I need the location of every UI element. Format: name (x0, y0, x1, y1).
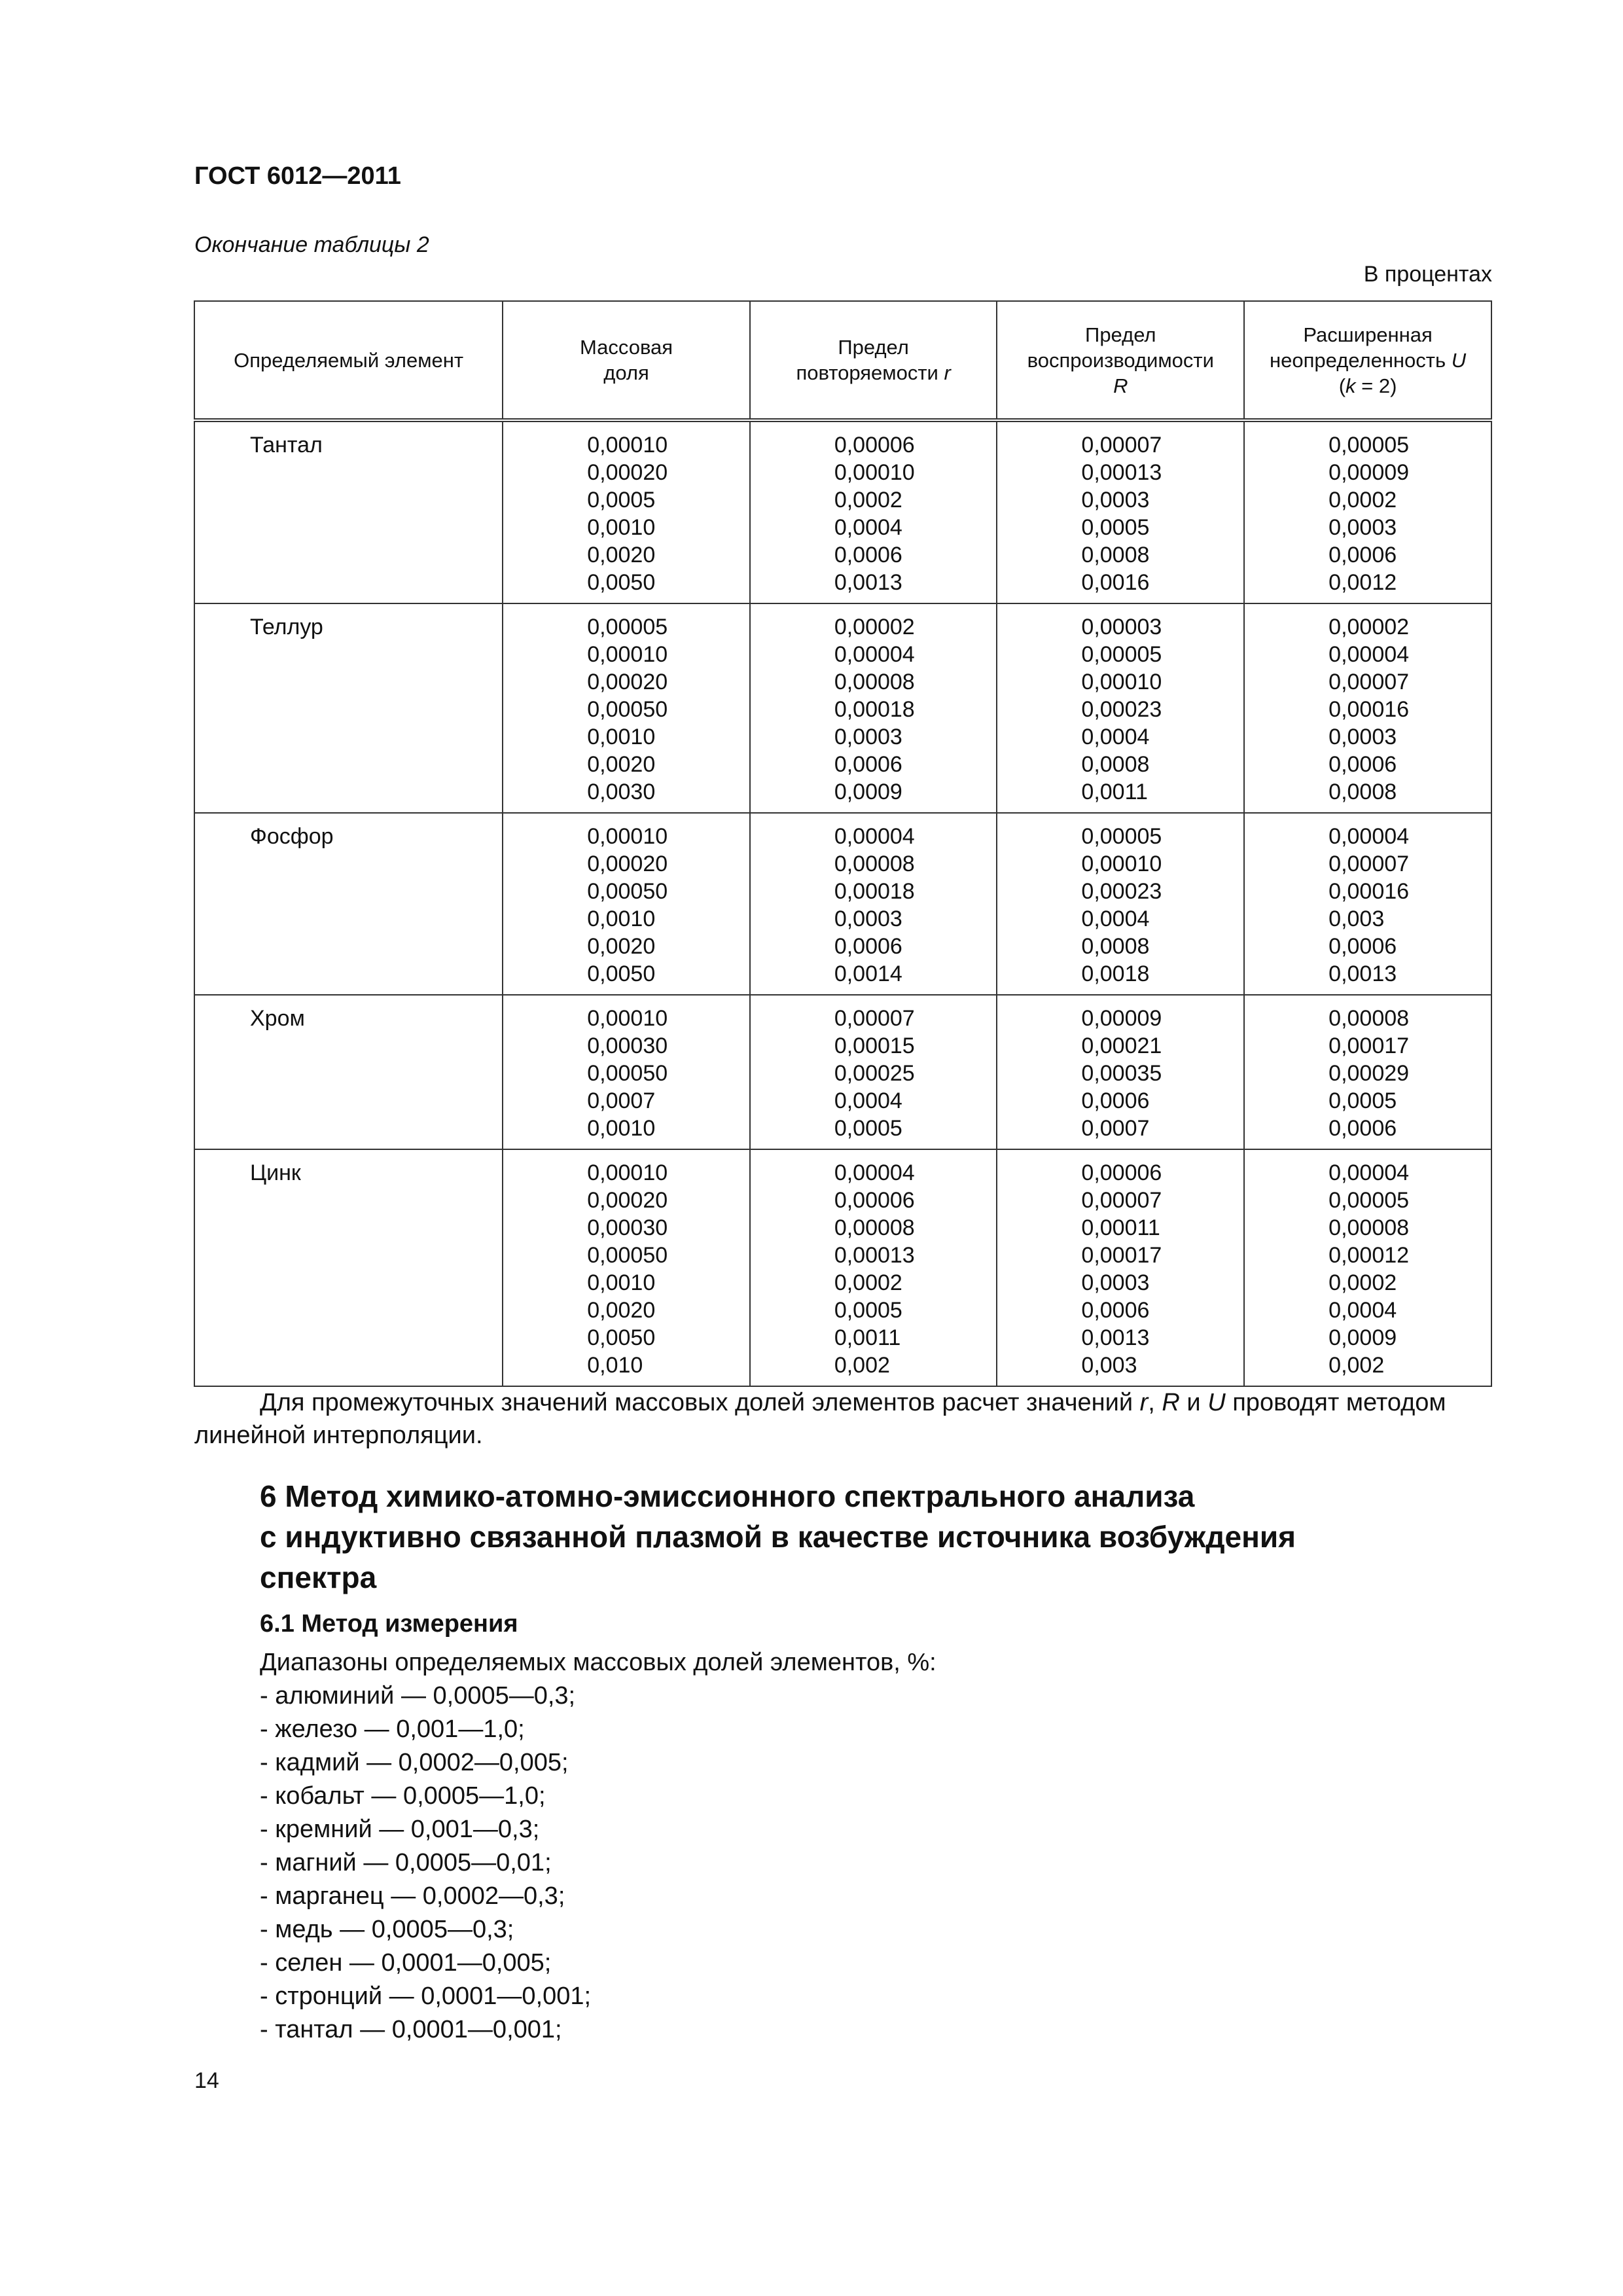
cell-value: 0,0012 (1329, 570, 1397, 595)
cell-value: 0,0002 (834, 1270, 902, 1295)
cell-value: 0,0010 (587, 725, 656, 749)
cell-value: 0,0006 (1329, 1116, 1397, 1141)
uncertainty-cell (1244, 995, 1491, 1149)
cell-value: 0,00018 (834, 879, 915, 904)
uncertainty-cell (1244, 813, 1491, 995)
cell-value: 0,00008 (834, 1215, 915, 1240)
cell-value: 0,00010 (1081, 852, 1162, 876)
cell-value: 0,0011 (834, 1325, 901, 1350)
cell-value: 0,0050 (587, 1325, 656, 1350)
repeatability-cell (750, 813, 997, 995)
cell-value: 0,0002 (1329, 488, 1397, 512)
cell-value: 0,002 (1329, 1353, 1385, 1378)
cell-value: 0,00007 (834, 1006, 915, 1031)
range-item: - тантал — 0,0001—0,001; (260, 2016, 562, 2043)
cell-value: 0,0003 (834, 906, 902, 931)
cell-value: 0,00020 (587, 670, 668, 694)
cell-value: 0,00013 (1081, 460, 1162, 485)
cell-value: 0,00006 (834, 433, 915, 457)
cell-value: 0,0006 (834, 934, 902, 959)
cell-value: 0,00004 (834, 642, 915, 667)
cell-value: 0,0020 (587, 752, 656, 777)
reproducibility-cell (997, 420, 1244, 603)
range-item: - кадмий — 0,0002—0,005; (260, 1749, 569, 1776)
uncertainty-cell (1244, 1149, 1491, 1386)
cell-value: 0,010 (587, 1353, 643, 1378)
cell-value: 0,0005 (834, 1116, 902, 1141)
cell-value: 0,00030 (587, 1033, 668, 1058)
cell-value: 0,0004 (1081, 906, 1150, 931)
cell-value: 0,0008 (1081, 752, 1150, 777)
table-caption: Окончание таблицы 2 (194, 232, 429, 257)
cell-value: 0,00050 (587, 697, 668, 722)
range-item: - железо — 0,001—1,0; (260, 1715, 525, 1743)
cell-value: 0,0009 (1329, 1325, 1397, 1350)
cell-value: 0,00017 (1081, 1243, 1162, 1268)
cell-value: 0,00018 (834, 697, 915, 722)
cell-value: 0,00008 (1329, 1006, 1410, 1031)
cell-value: 0,0004 (1081, 725, 1150, 749)
cell-value: 0,0010 (587, 906, 656, 931)
cell-value: 0,0004 (834, 1088, 902, 1113)
cell-value: 0,0020 (587, 934, 656, 959)
cell-value: 0,00004 (1329, 1160, 1410, 1185)
cell-value: 0,00020 (587, 460, 668, 485)
repeatability-cell (750, 420, 997, 603)
cell-value: 0,0013 (1329, 961, 1397, 986)
header-uncertainty: Расширенная неопределенность U (k = 2) (1244, 301, 1491, 420)
cell-value: 0,00006 (834, 1188, 915, 1213)
range-item: - медь — 0,0005—0,3; (260, 1916, 514, 1943)
cell-value: 0,0003 (1329, 515, 1397, 540)
cell-value: 0,0008 (1081, 934, 1150, 959)
cell-value: 0,0010 (587, 1270, 656, 1295)
cell-value: 0,00035 (1081, 1061, 1162, 1086)
cell-value: 0,0003 (1081, 1270, 1150, 1295)
cell-value: 0,00010 (834, 460, 915, 485)
cell-value: 0,0009 (834, 780, 902, 804)
cell-value: 0,00023 (1081, 697, 1162, 722)
cell-value: 0,0005 (1081, 515, 1150, 540)
cell-value: 0,00015 (834, 1033, 915, 1058)
range-item: - кремний — 0,001—0,3; (260, 1816, 540, 1843)
cell-value: 0,00003 (1081, 615, 1162, 639)
cell-value: 0,00016 (1329, 697, 1410, 722)
cell-value: 0,0003 (834, 725, 902, 749)
cell-value: 0,0006 (1329, 543, 1397, 567)
repeatability-cell (750, 995, 997, 1149)
cell-value: 0,00029 (1329, 1061, 1410, 1086)
cell-value: 0,0006 (1081, 1088, 1150, 1113)
cell-value: 0,00005 (587, 615, 668, 639)
cell-value: 0,00050 (587, 1061, 668, 1086)
table-row (194, 995, 1491, 1149)
cell-value: 0,00012 (1329, 1243, 1410, 1268)
reproducibility-cell (997, 995, 1244, 1149)
cell-value: 0,0007 (587, 1088, 656, 1113)
element-name: Цинк (194, 1149, 503, 1386)
repeatability-cell (750, 603, 997, 813)
ranges-list (260, 1646, 936, 2047)
table-row (194, 813, 1491, 995)
cell-value: 0,0013 (834, 570, 902, 595)
cell-value: 0,0011 (1081, 780, 1148, 804)
cell-value: 0,00004 (1329, 642, 1410, 667)
cell-value: 0,0005 (834, 1298, 902, 1323)
cell-value: 0,00010 (587, 642, 668, 667)
cell-value: 0,0005 (1329, 1088, 1397, 1113)
mass-fraction-cell (503, 420, 750, 603)
reproducibility-cell (997, 1149, 1244, 1386)
cell-value: 0,0002 (1329, 1270, 1397, 1295)
element-name: Хром (194, 995, 503, 1149)
cell-value: 0,0006 (834, 543, 902, 567)
cell-value: 0,00021 (1081, 1033, 1162, 1058)
cell-value: 0,00020 (587, 1188, 668, 1213)
cell-value: 0,0020 (587, 1298, 656, 1323)
cell-value: 0,00005 (1329, 1188, 1410, 1213)
cell-value: 0,00030 (587, 1215, 668, 1240)
range-item: - алюминий — 0,0005—0,3; (260, 1682, 576, 1710)
table-header-row (194, 301, 1491, 420)
mass-fraction-cell (503, 603, 750, 813)
cell-value: 0,0014 (834, 961, 902, 986)
cell-value: 0,00004 (1329, 824, 1410, 849)
units-note: В процентах (1363, 262, 1492, 287)
repeatability-cell (750, 1149, 997, 1386)
cell-value: 0,0006 (1329, 934, 1397, 959)
cell-value: 0,00008 (834, 852, 915, 876)
cell-value: 0,0008 (1081, 543, 1150, 567)
cell-value: 0,00009 (1081, 1006, 1162, 1031)
cell-value: 0,00050 (587, 879, 668, 904)
cell-value: 0,0004 (834, 515, 902, 540)
cell-value: 0,0008 (1329, 780, 1397, 804)
cell-value: 0,00010 (1081, 670, 1162, 694)
cell-value: 0,00005 (1081, 642, 1162, 667)
cell-value: 0,0003 (1329, 725, 1397, 749)
cell-value: 0,0016 (1081, 570, 1150, 595)
header-reproducibility: Предел воспроизводимости R (997, 301, 1244, 420)
range-item: - селен — 0,0001—0,005; (260, 1949, 552, 1977)
cell-value: 0,0002 (834, 488, 902, 512)
element-name: Тантал (194, 420, 503, 603)
interpolation-paragraph: Для промежуточных значений массовых долей элементов расчет значений r, R и U проводят методом линейной интерполяции. (194, 1389, 1446, 1449)
cell-value: 0,0050 (587, 961, 656, 986)
cell-value: 0,00011 (1081, 1215, 1160, 1240)
range-item: - кобальт — 0,0005—1,0; (260, 1782, 546, 1810)
cell-value: 0,0003 (1081, 488, 1150, 512)
range-item: - стронций — 0,0001—0,001; (260, 1982, 592, 2010)
cell-value: 0,0010 (587, 1116, 656, 1141)
ranges-intro: Диапазоны определяемых массовых долей элементов, %: (260, 1649, 936, 1676)
cell-value: 0,0006 (1081, 1298, 1150, 1323)
cell-value: 0,0006 (834, 752, 902, 777)
cell-value: 0,00010 (587, 433, 668, 457)
cell-value: 0,00023 (1081, 879, 1162, 904)
table-row (194, 1149, 1491, 1386)
cell-value: 0,0006 (1329, 752, 1397, 777)
page-number: 14 (194, 2068, 219, 2093)
cell-value: 0,00010 (587, 1160, 668, 1185)
cell-value: 0,0007 (1081, 1116, 1150, 1141)
element-name: Фосфор (194, 813, 503, 995)
cell-value: 0,00007 (1329, 852, 1410, 876)
cell-value: 0,00008 (1329, 1215, 1410, 1240)
cell-value: 0,00020 (587, 852, 668, 876)
cell-value: 0,00006 (1081, 1160, 1162, 1185)
cell-value: 0,00008 (834, 670, 915, 694)
table-body (194, 420, 1491, 1386)
range-item: - марганец — 0,0002—0,3; (260, 1882, 565, 1910)
cell-value: 0,0030 (587, 780, 656, 804)
cell-value: 0,00002 (1329, 615, 1410, 639)
cell-value: 0,0020 (587, 543, 656, 567)
table-row (194, 603, 1491, 813)
cell-value: 0,00010 (587, 824, 668, 849)
mass-fraction-cell (503, 995, 750, 1149)
cell-value: 0,00016 (1329, 879, 1410, 904)
cell-value: 0,0004 (1329, 1298, 1397, 1323)
uncertainty-cell (1244, 603, 1491, 813)
cell-value: 0,00025 (834, 1061, 915, 1086)
element-name: Теллур (194, 603, 503, 813)
cell-value: 0,00007 (1081, 433, 1162, 457)
cell-value: 0,00002 (834, 615, 915, 639)
cell-value: 0,002 (834, 1353, 890, 1378)
cell-value: 0,00013 (834, 1243, 915, 1268)
cell-value: 0,00050 (587, 1243, 668, 1268)
cell-value: 0,00007 (1329, 670, 1410, 694)
reproducibility-cell (997, 603, 1244, 813)
mass-fraction-cell (503, 813, 750, 995)
range-item: - магний — 0,0005—0,01; (260, 1849, 552, 1876)
cell-value: 0,00007 (1081, 1188, 1162, 1213)
header-mass-fraction: Массовая доля (503, 301, 750, 420)
table-row (194, 420, 1491, 603)
cell-value: 0,003 (1329, 906, 1385, 931)
cell-value: 0,00004 (834, 1160, 915, 1185)
cell-value: 0,00010 (587, 1006, 668, 1031)
cell-value: 0,0013 (1081, 1325, 1150, 1350)
cell-value: 0,00009 (1329, 460, 1410, 485)
data-table (194, 300, 1492, 1387)
header-repeatability: Предел повторяемости r (750, 301, 997, 420)
mass-fraction-cell (503, 1149, 750, 1386)
reproducibility-cell (997, 813, 1244, 995)
section-heading: 6 Метод химико-атомно-эмиссионного спектрального анализа с индуктивно связанной плазмой в качестве источника возбуждения спектра (260, 1479, 1296, 1594)
uncertainty-cell (1244, 420, 1491, 603)
header-element: Определяемый элемент (194, 301, 503, 420)
cell-value: 0,0050 (587, 570, 656, 595)
cell-value: 0,003 (1081, 1353, 1137, 1378)
cell-value: 0,0010 (587, 515, 656, 540)
subsection-heading: 6.1 Метод измерения (260, 1610, 518, 1638)
cell-value: 0,0018 (1081, 961, 1150, 986)
standard-header: ГОСТ 6012—2011 (194, 162, 401, 190)
cell-value: 0,00005 (1329, 433, 1410, 457)
cell-value: 0,00017 (1329, 1033, 1410, 1058)
cell-value: 0,00004 (834, 824, 915, 849)
cell-value: 0,00005 (1081, 824, 1162, 849)
cell-value: 0,0005 (587, 488, 656, 512)
